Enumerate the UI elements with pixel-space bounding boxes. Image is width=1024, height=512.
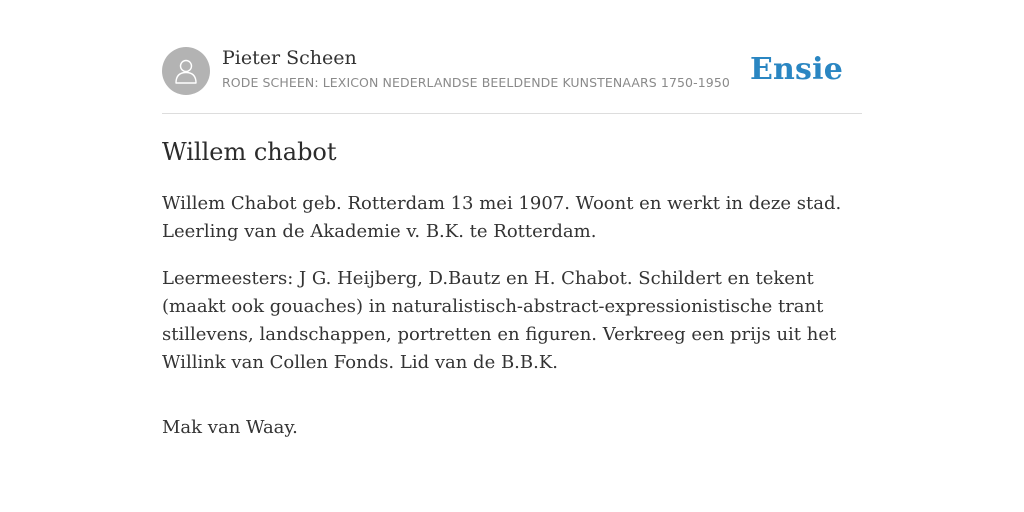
source-title[interactable]: RODE SCHEEN: LEXICON NEDERLANDSE BEELDENDE KUNSTENAARS 1750-1950 (222, 75, 730, 90)
article-title: Willem chabot (162, 138, 337, 166)
article-card (162, 46, 862, 438)
user-icon (171, 56, 201, 86)
article-body (162, 190, 866, 461)
article-paragraph: Leermeesters: J G. Heijberg, D.Bautz en H. Chabot. Schildert en tekent (maakt ook gouaches) in naturalistisch-abstract-expressionistische trant stillevens, landschappen, portretten en figuren. Verkreeg een prijs uit het Willink van Collen Fonds. Lid van de B.B.K. (162, 268, 837, 373)
article-header (162, 46, 862, 114)
article-signature: Mak van Waay. (162, 417, 298, 438)
author-name[interactable]: Pieter Scheen (222, 47, 357, 69)
ensie-logo[interactable]: Ensie (749, 52, 843, 87)
article-paragraph: Willem Chabot geb. Rotterdam 13 mei 1907. Woont en werkt in deze stad. Leerling van de Akademie v. B.K. te Rotterdam. (162, 193, 842, 242)
avatar[interactable] (162, 47, 210, 95)
